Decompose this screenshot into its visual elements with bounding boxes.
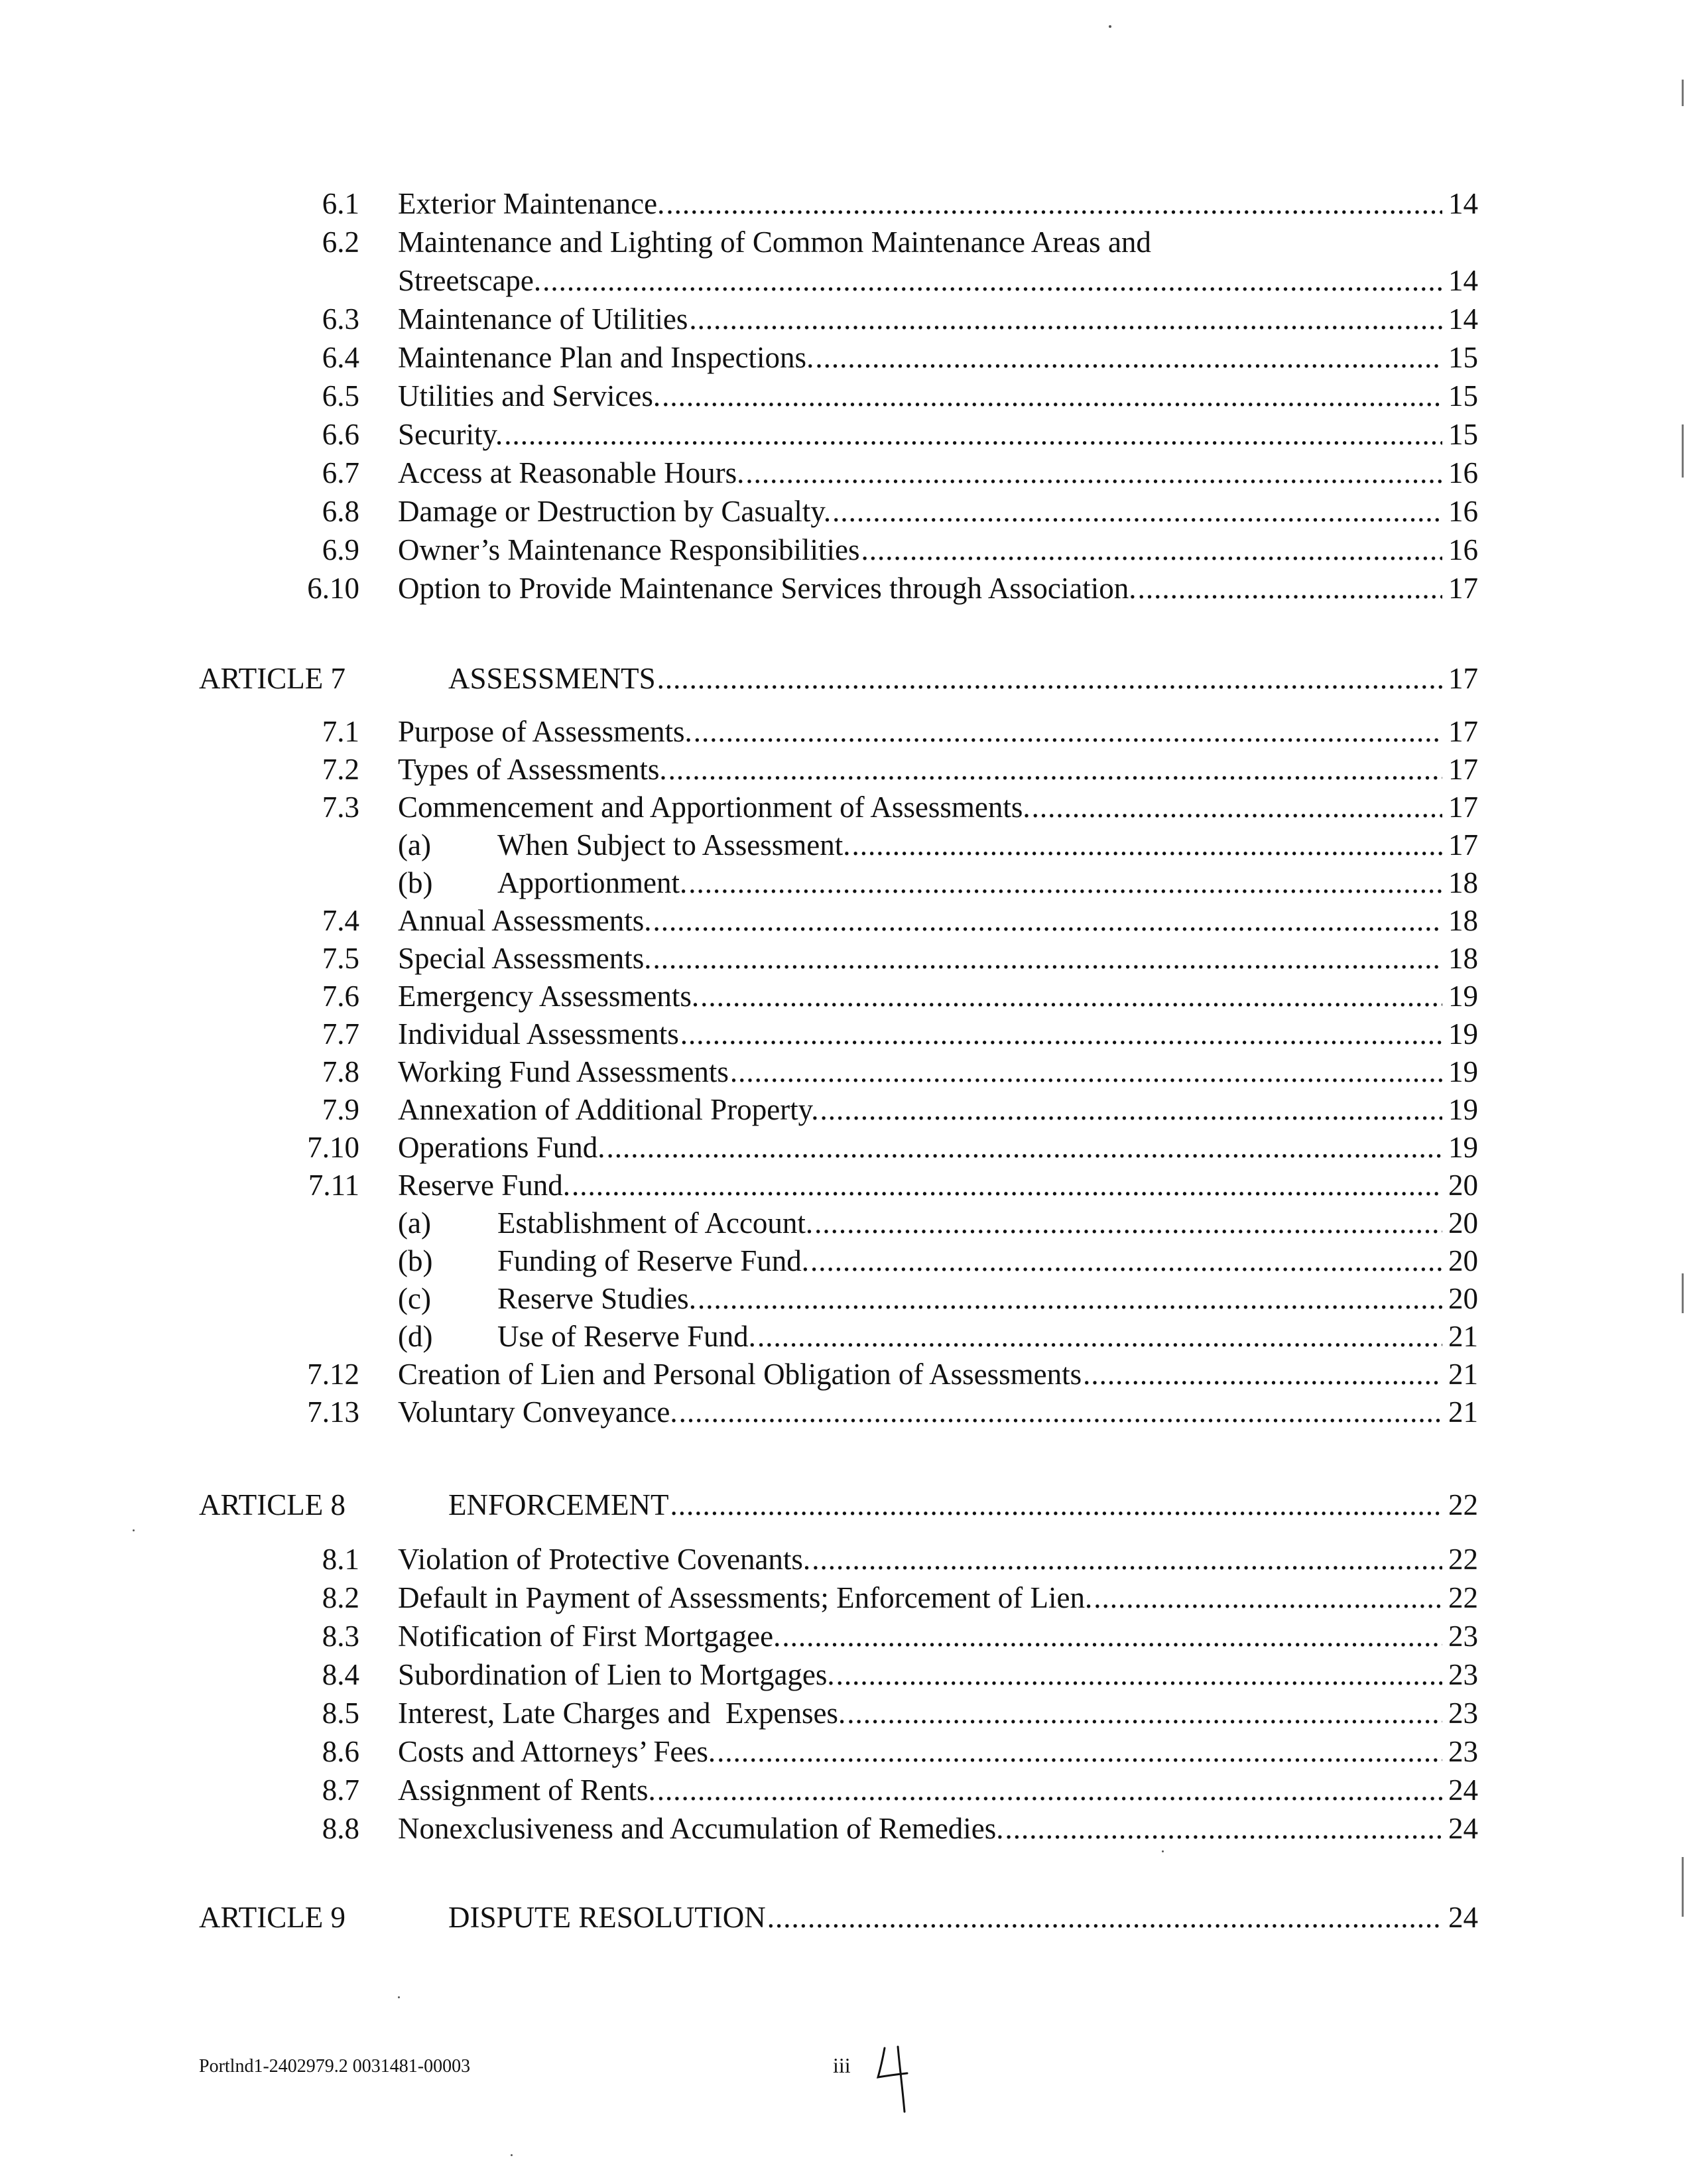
section-number: 8.8 bbox=[322, 1812, 359, 1845]
toc-entry bbox=[398, 1393, 1478, 1431]
toc-entry bbox=[398, 977, 1478, 1015]
toc-entry bbox=[497, 1279, 1478, 1318]
dot-leader bbox=[666, 184, 1442, 223]
section-title: Reserve Fund. bbox=[398, 1169, 570, 1202]
page-number: 24 bbox=[1448, 1773, 1478, 1807]
dot-leader bbox=[688, 864, 1442, 902]
subsection-title: Apportionment. bbox=[497, 866, 688, 899]
section-number: 7.13 bbox=[307, 1395, 359, 1429]
dot-leader bbox=[700, 977, 1442, 1015]
section-title: Utilities and Services. bbox=[398, 379, 661, 413]
toc-entry bbox=[398, 454, 1478, 492]
section-title: Nonexclusiveness and Accumulation of Remedies. bbox=[398, 1812, 1004, 1845]
section-title: Special Assessments. bbox=[398, 942, 652, 975]
toc-row-6-10 bbox=[0, 569, 1687, 608]
dot-leader bbox=[832, 492, 1442, 531]
toc-row-6-7 bbox=[0, 454, 1687, 492]
dot-leader bbox=[767, 1898, 1442, 1937]
dot-leader bbox=[812, 1540, 1442, 1578]
toc-row-7-11-d bbox=[0, 1317, 1687, 1356]
section-number: 6.9 bbox=[322, 533, 359, 566]
toc-entry bbox=[398, 788, 1478, 826]
section-number: 7.9 bbox=[322, 1093, 359, 1126]
page-number: 14 bbox=[1448, 264, 1478, 297]
dot-leader bbox=[657, 659, 1442, 698]
dot-leader bbox=[606, 1128, 1442, 1167]
toc-row-6-9 bbox=[0, 531, 1687, 569]
page-number: 18 bbox=[1448, 904, 1478, 937]
section-title-line1: Maintenance and Lighting of Common Maintenance Areas and bbox=[398, 225, 1151, 259]
section-title: Working Fund Assessments bbox=[398, 1055, 729, 1088]
section-number: 6.4 bbox=[322, 341, 359, 374]
page-number: 15 bbox=[1448, 341, 1478, 374]
article-title: ASSESSMENTS bbox=[448, 662, 656, 695]
toc-entry bbox=[497, 1204, 1478, 1242]
page-number: 19 bbox=[1448, 1017, 1478, 1051]
toc-entry bbox=[448, 659, 1478, 698]
section-title: Security. bbox=[398, 418, 503, 451]
dot-leader bbox=[717, 1732, 1442, 1771]
toc-row-8-5 bbox=[0, 1694, 1687, 1732]
dot-leader bbox=[847, 1694, 1442, 1732]
dot-leader bbox=[670, 1486, 1442, 1524]
page-number: 22 bbox=[1448, 1581, 1478, 1614]
section-title: Creation of Lien and Personal Obligation of Assessments bbox=[398, 1358, 1082, 1391]
scan-edge-mark bbox=[1682, 1857, 1684, 1917]
section-number: 7.11 bbox=[308, 1169, 359, 1202]
page-number: 17 bbox=[1448, 753, 1478, 786]
subsection-title: Establishment of Account. bbox=[497, 1206, 814, 1240]
dot-leader bbox=[653, 939, 1442, 978]
scan-speck bbox=[1109, 25, 1111, 28]
dot-leader bbox=[653, 901, 1443, 940]
toc-row-7-3-a bbox=[0, 826, 1687, 864]
toc-entry bbox=[398, 1053, 1478, 1091]
dot-leader bbox=[1138, 569, 1442, 608]
page-number: 17 bbox=[1448, 715, 1478, 748]
toc-row-7-3-b bbox=[0, 864, 1687, 902]
page-number: 18 bbox=[1448, 866, 1478, 899]
page-number: 16 bbox=[1448, 495, 1478, 528]
toc-row-7-10 bbox=[0, 1128, 1687, 1167]
page-number: 20 bbox=[1448, 1244, 1478, 1277]
scan-speck bbox=[511, 2154, 513, 2156]
toc-entry bbox=[398, 1655, 1478, 1694]
section-number: 7.8 bbox=[322, 1055, 359, 1088]
toc-row-7-7 bbox=[0, 1015, 1687, 1053]
section-number: 6.3 bbox=[322, 302, 359, 336]
page-number: 17 bbox=[1448, 828, 1478, 862]
section-number: 7.12 bbox=[307, 1358, 359, 1391]
toc-row-7-1 bbox=[0, 712, 1687, 751]
dot-leader bbox=[836, 1655, 1442, 1694]
section-title: Purpose of Assessments. bbox=[398, 715, 692, 748]
section-number: 6.5 bbox=[322, 379, 359, 413]
toc-row-8-3 bbox=[0, 1617, 1687, 1655]
toc-row-8-7 bbox=[0, 1771, 1687, 1809]
page-number: 24 bbox=[1448, 1901, 1478, 1934]
dot-leader bbox=[815, 338, 1442, 377]
scan-speck bbox=[1162, 1850, 1164, 1852]
toc-entry bbox=[398, 261, 1478, 300]
section-title: Streetscape. bbox=[398, 264, 542, 297]
dot-leader bbox=[542, 261, 1442, 300]
toc-entry bbox=[448, 1898, 1478, 1937]
toc-entry bbox=[398, 184, 1478, 223]
section-number: 6.10 bbox=[307, 572, 359, 605]
toc-entry bbox=[398, 338, 1478, 377]
section-number: 7.7 bbox=[322, 1017, 359, 1051]
toc-row-6-3 bbox=[0, 300, 1687, 338]
toc-entry bbox=[398, 1128, 1478, 1167]
toc-article-9 bbox=[0, 1898, 1687, 1937]
article-label: ARTICLE 7 bbox=[199, 662, 346, 695]
toc-entry bbox=[398, 569, 1478, 608]
toc-entry bbox=[398, 939, 1478, 978]
dot-leader bbox=[814, 1204, 1442, 1242]
toc-row-7-8 bbox=[0, 1053, 1687, 1091]
toc-row-7-2 bbox=[0, 750, 1687, 789]
dot-leader bbox=[745, 454, 1442, 492]
toc-entry bbox=[398, 1694, 1478, 1732]
toc-row-6-5 bbox=[0, 377, 1687, 415]
section-title: Damage or Destruction by Casualty. bbox=[398, 495, 832, 528]
toc-entry bbox=[398, 1540, 1478, 1578]
dot-leader bbox=[572, 1166, 1442, 1204]
toc-row-7-11-c bbox=[0, 1279, 1687, 1318]
section-number: 7.4 bbox=[322, 904, 359, 937]
toc-row-6-4 bbox=[0, 338, 1687, 377]
page-number: 21 bbox=[1448, 1320, 1478, 1353]
page-number: 16 bbox=[1448, 533, 1478, 566]
toc-entry bbox=[398, 901, 1478, 940]
subsection-title: Funding of Reserve Fund. bbox=[497, 1244, 809, 1277]
toc-entry bbox=[398, 1771, 1478, 1809]
toc-row-7-4 bbox=[0, 901, 1687, 940]
section-title: Annual Assessments. bbox=[398, 904, 652, 937]
section-title: Option to Provide Maintenance Services through Association. bbox=[398, 572, 1137, 605]
section-title: Commencement and Apportionment of Assessments. bbox=[398, 791, 1031, 824]
toc-row-8-1 bbox=[0, 1540, 1687, 1578]
page-number: 14 bbox=[1448, 187, 1478, 220]
toc-row-7-13 bbox=[0, 1393, 1687, 1431]
dot-leader bbox=[689, 300, 1442, 338]
section-title: Notification of First Mortgagee. bbox=[398, 1620, 781, 1653]
toc-row-8-8 bbox=[0, 1809, 1687, 1848]
toc-row-7-6 bbox=[0, 977, 1687, 1015]
toc-entry bbox=[398, 712, 1478, 751]
section-number: 7.6 bbox=[322, 980, 359, 1013]
page-number: 24 bbox=[1448, 1812, 1478, 1845]
dot-leader bbox=[504, 415, 1442, 454]
subsection-letter: (a) bbox=[398, 1206, 431, 1240]
dot-leader bbox=[757, 1317, 1442, 1356]
toc-entry bbox=[497, 1317, 1478, 1356]
toc-row-7-9 bbox=[0, 1090, 1687, 1129]
section-title: Voluntary Conveyance. bbox=[398, 1395, 678, 1429]
article-title: DISPUTE RESOLUTION bbox=[448, 1901, 766, 1934]
page-number: 23 bbox=[1448, 1697, 1478, 1730]
section-title: Operations Fund. bbox=[398, 1131, 605, 1164]
subsection-letter: (d) bbox=[398, 1320, 433, 1353]
toc-row-6-2 bbox=[0, 223, 1687, 261]
toc-entry bbox=[398, 492, 1478, 531]
section-title: Owner’s Maintenance Responsibilities bbox=[398, 533, 860, 566]
footer-page-number: iii bbox=[833, 2053, 851, 2077]
dot-leader bbox=[1093, 1578, 1442, 1617]
toc-row-7-11 bbox=[0, 1166, 1687, 1204]
toc-row-6-1 bbox=[0, 184, 1687, 223]
dot-leader bbox=[851, 826, 1442, 864]
toc-entry bbox=[497, 1242, 1478, 1280]
scan-edge-mark bbox=[1682, 424, 1684, 478]
page-number: 21 bbox=[1448, 1395, 1478, 1429]
dot-leader bbox=[782, 1617, 1442, 1655]
toc-entry bbox=[398, 300, 1478, 338]
toc-entry bbox=[497, 826, 1478, 864]
dot-leader bbox=[679, 1393, 1442, 1431]
subsection-letter: (b) bbox=[398, 866, 433, 899]
section-number: 7.5 bbox=[322, 942, 359, 975]
article-label: ARTICLE 8 bbox=[199, 1488, 346, 1521]
section-title: Maintenance Plan and Inspections. bbox=[398, 341, 814, 374]
section-title: Annexation of Additional Property. bbox=[398, 1093, 819, 1126]
page-number: 18 bbox=[1448, 942, 1478, 975]
section-title: Individual Assessments bbox=[398, 1017, 679, 1051]
page-number: 23 bbox=[1448, 1620, 1478, 1653]
page-number: 14 bbox=[1448, 302, 1478, 336]
dot-leader bbox=[1032, 788, 1442, 826]
handwritten-four bbox=[875, 2043, 915, 2116]
page-number: 23 bbox=[1448, 1735, 1478, 1768]
section-title: Maintenance of Utilities bbox=[398, 302, 688, 336]
toc-row-7-11-b bbox=[0, 1242, 1687, 1280]
page-number: 22 bbox=[1448, 1488, 1478, 1521]
section-number: 8.4 bbox=[322, 1658, 359, 1691]
subsection-title: Reserve Studies. bbox=[497, 1282, 696, 1315]
section-number: 8.6 bbox=[322, 1735, 359, 1768]
scan-edge-mark bbox=[1682, 80, 1684, 106]
dot-leader bbox=[820, 1090, 1442, 1129]
section-number: 6.8 bbox=[322, 495, 359, 528]
toc-entry bbox=[398, 415, 1478, 454]
dot-leader bbox=[657, 1771, 1442, 1809]
scan-edge-mark bbox=[1682, 1273, 1684, 1313]
section-number: 7.2 bbox=[322, 753, 359, 786]
toc-entry bbox=[398, 1809, 1478, 1848]
toc-entry bbox=[448, 1486, 1478, 1524]
dot-leader bbox=[810, 1242, 1442, 1280]
dot-leader bbox=[680, 1015, 1442, 1053]
page-number: 21 bbox=[1448, 1358, 1478, 1391]
section-title: Assignment of Rents. bbox=[398, 1773, 656, 1807]
toc-entry bbox=[398, 377, 1478, 415]
toc-row-8-6 bbox=[0, 1732, 1687, 1771]
toc-row-6-8 bbox=[0, 492, 1687, 531]
page-number: 23 bbox=[1448, 1658, 1478, 1691]
toc-entry bbox=[398, 1015, 1478, 1053]
article-label: ARTICLE 9 bbox=[199, 1901, 346, 1934]
toc-entry bbox=[398, 1732, 1478, 1771]
page-number: 22 bbox=[1448, 1543, 1478, 1576]
page-number: 17 bbox=[1448, 572, 1478, 605]
toc-row-7-12 bbox=[0, 1355, 1687, 1393]
scan-speck bbox=[133, 1529, 135, 1531]
toc-row-7-3 bbox=[0, 788, 1687, 826]
section-title: Interest, Late Charges and Expenses. bbox=[398, 1697, 846, 1730]
subsection-letter: (a) bbox=[398, 828, 431, 862]
page-number: 17 bbox=[1448, 662, 1478, 695]
page-number: 20 bbox=[1448, 1206, 1478, 1240]
section-title: Subordination of Lien to Mortgages. bbox=[398, 1658, 835, 1691]
section-number: 7.1 bbox=[322, 715, 359, 748]
section-number: 8.1 bbox=[322, 1543, 359, 1576]
dot-leader bbox=[1005, 1809, 1442, 1848]
page-number: 15 bbox=[1448, 379, 1478, 413]
section-number: 6.2 bbox=[322, 225, 359, 259]
subsection-title: Use of Reserve Fund. bbox=[497, 1320, 756, 1353]
toc-article-8 bbox=[0, 1486, 1687, 1524]
section-number: 7.3 bbox=[322, 791, 359, 824]
section-title: Costs and Attorneys’ Fees. bbox=[398, 1735, 716, 1768]
section-number: 6.7 bbox=[322, 456, 359, 489]
section-number: 8.7 bbox=[322, 1773, 359, 1807]
toc-entry bbox=[398, 1090, 1478, 1129]
subsection-letter: (b) bbox=[398, 1244, 433, 1277]
document-id: Portlnd1-2402979.2 0031481-00003 bbox=[199, 2056, 471, 2077]
toc-entry bbox=[497, 864, 1478, 902]
page-number: 15 bbox=[1448, 418, 1478, 451]
dot-leader bbox=[730, 1053, 1442, 1091]
toc-row-6-6 bbox=[0, 415, 1687, 454]
section-title: Exterior Maintenance. bbox=[398, 187, 665, 220]
page-number: 19 bbox=[1448, 1055, 1478, 1088]
section-title: Violation of Protective Covenants. bbox=[398, 1543, 811, 1576]
toc-article-7 bbox=[0, 659, 1687, 698]
toc-row-7-11-a bbox=[0, 1204, 1687, 1242]
toc-entry bbox=[398, 750, 1478, 789]
toc-entry bbox=[398, 1166, 1478, 1204]
toc-entry bbox=[398, 1578, 1478, 1617]
subsection-letter: (c) bbox=[398, 1282, 431, 1315]
section-number: 8.5 bbox=[322, 1697, 359, 1730]
toc-row-6-2-cont bbox=[0, 261, 1687, 300]
section-title: Default in Payment of Assessments; Enforcement of Lien. bbox=[398, 1581, 1093, 1614]
toc-row-7-5 bbox=[0, 939, 1687, 978]
dot-leader bbox=[694, 712, 1442, 751]
section-number: 8.2 bbox=[322, 1581, 359, 1614]
dot-leader bbox=[1083, 1355, 1442, 1393]
page-number: 20 bbox=[1448, 1282, 1478, 1315]
page-number: 17 bbox=[1448, 791, 1478, 824]
toc-entry bbox=[398, 1355, 1478, 1393]
dot-leader bbox=[668, 750, 1442, 789]
section-title: Emergency Assessments. bbox=[398, 980, 700, 1013]
subsection-title: When Subject to Assessment. bbox=[497, 828, 851, 862]
section-number: 6.6 bbox=[322, 418, 359, 451]
section-title: Access at Reasonable Hours. bbox=[398, 456, 745, 489]
page-number: 16 bbox=[1448, 456, 1478, 489]
scan-speck bbox=[398, 1996, 400, 1998]
page-number: 19 bbox=[1448, 1131, 1478, 1164]
page-number: 19 bbox=[1448, 1093, 1478, 1126]
section-number: 8.3 bbox=[322, 1620, 359, 1653]
toc-entry bbox=[398, 1617, 1478, 1655]
section-title: Types of Assessments. bbox=[398, 753, 667, 786]
toc-row-8-2 bbox=[0, 1578, 1687, 1617]
article-title: ENFORCEMENT bbox=[448, 1488, 669, 1521]
dot-leader bbox=[662, 377, 1442, 415]
toc-row-8-4 bbox=[0, 1655, 1687, 1694]
page-number: 19 bbox=[1448, 980, 1478, 1013]
section-number: 6.1 bbox=[322, 187, 359, 220]
section-number: 7.10 bbox=[307, 1131, 359, 1164]
dot-leader bbox=[698, 1279, 1442, 1318]
page-number: 20 bbox=[1448, 1169, 1478, 1202]
toc-entry bbox=[398, 531, 1478, 569]
dot-leader bbox=[861, 531, 1442, 569]
